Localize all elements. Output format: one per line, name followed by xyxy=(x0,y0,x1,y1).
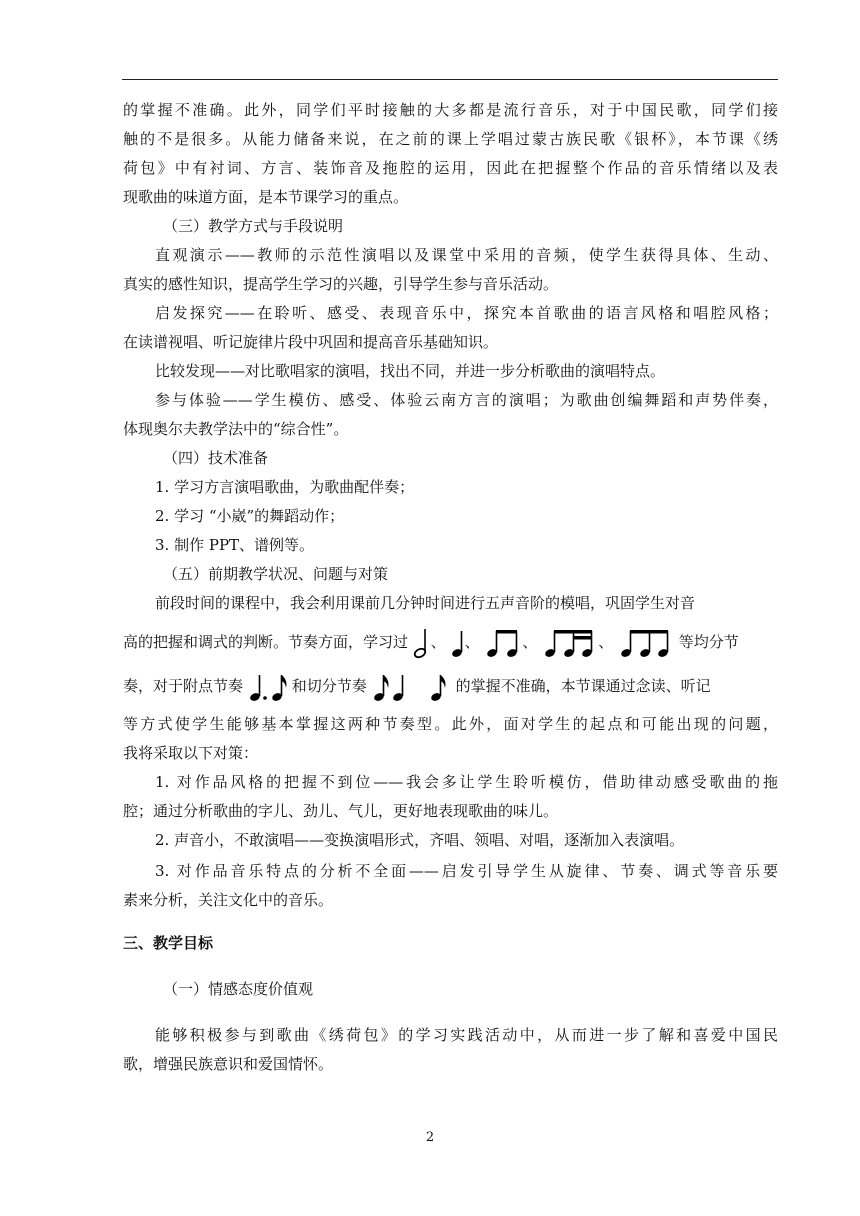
two-eighth-notes-icon xyxy=(484,626,522,660)
paragraph-line: 歌，增强民族意识和爱国情怀。 xyxy=(123,1055,334,1073)
header-rule xyxy=(122,79,778,80)
text-run: 的掌握不准确，本节课通过念读、听记 xyxy=(455,677,711,695)
quarter-note-icon xyxy=(451,626,465,660)
paragraph-line: 的掌握不准确。此外，同学们平时接触的大多都是流行音乐，对于中国民歌，同学们接 xyxy=(123,101,778,119)
text-run: 高的把握和调式的判断。节奏方面，学习过 xyxy=(123,633,409,651)
paragraph-line-with-rhythms xyxy=(123,666,778,706)
subsection-heading: （三）教学方式与手段说明 xyxy=(163,217,344,235)
paragraph-line: 我将采取以下对策： xyxy=(123,744,259,762)
paragraph-line: 在读谱视唱、听记旋律片段中巩固和提高音乐基础知识。 xyxy=(123,333,499,351)
list-item: 1. 学习方言演唱歌曲，为歌曲配伴奏； xyxy=(155,478,415,496)
list-item: 1. 对作品风格的把握不到位——我会多让学生聆听模仿，借助律动感受歌曲的拖 xyxy=(155,773,778,791)
paragraph-line: 等方式使学生能够基本掌握这两种节奏型。此外，面对学生的起点和可能出现的问题， xyxy=(123,715,778,733)
paragraph-line: 直观演示——教师的示范性演唱以及课堂中采用的音频，使学生获得具体、生动、 xyxy=(155,246,778,264)
text-run: 奏，对于附点节奏 xyxy=(123,677,244,695)
separator: 、 xyxy=(598,633,614,651)
paragraph-line: 荷包》中有衬词、方言、装饰音及拖腔的运用，因此在把握整个作品的音乐情绪以及表 xyxy=(123,159,778,177)
paragraph-line: 前段时间的课程中，我会利用课前几分钟时间进行五声音阶的模唱，巩固学生对音 xyxy=(155,594,696,612)
list-item: 3. 对作品音乐特点的分析不全面——启发引导学生从旋律、节奏、调式等音乐要 xyxy=(155,862,778,880)
paragraph-line: 能够积极参与到歌曲《绣荷包》的学习实践活动中，从而进一步了解和喜爱中国民 xyxy=(155,1026,778,1044)
list-item: 2. 学习 “小崴”的舞蹈动作； xyxy=(155,507,345,525)
paragraph-line: 体现奥尔夫教学法中的“综合性”。 xyxy=(123,420,349,438)
paragraph-line: 比较发现——对比歌唱家的演唱，找出不同，并进一步分析歌曲的演唱特点。 xyxy=(155,362,666,380)
separator: 、 xyxy=(464,633,480,651)
separator: 、 xyxy=(522,633,538,651)
dotted-rhythm-icon xyxy=(248,670,292,704)
separator: 、 xyxy=(430,633,446,651)
three-eighth-notes-icon xyxy=(618,626,674,660)
list-item: 3. 制作 PPT、谱例等。 xyxy=(155,536,315,554)
subsection-heading: （五）前期教学状况、问题与对策 xyxy=(163,565,389,583)
syncopation-icon xyxy=(372,670,456,704)
paragraph-line: 现歌曲的味道方面，是本节课学习的重点。 xyxy=(123,188,409,206)
subsection-heading: （一）情感态度价值观 xyxy=(163,980,314,998)
paragraph-line: 触的不是很多。从能力储备来说，在之前的课上学唱过蒙古族民歌《银杯》，本节课《绣 xyxy=(123,130,778,148)
paragraph-line: 素来分析，关注文化中的音乐。 xyxy=(123,891,334,909)
paragraph-line: 启发探究——在聆听、感受、表现音乐中，探究本首歌曲的语言风格和唱腔风格； xyxy=(155,304,778,322)
page-number: 2 xyxy=(425,1130,435,1145)
text-run: 和切分节奏 xyxy=(291,677,367,695)
half-note-icon xyxy=(413,626,431,660)
paragraph-line: 腔；通过分析歌曲的字儿、劲儿、气儿，更好地表现歌曲的味儿。 xyxy=(123,802,559,820)
section-heading: 三、教学目标 xyxy=(123,934,214,952)
paragraph-line-with-rhythms xyxy=(123,622,778,662)
paragraph-line: 参与体验——学生模仿、感受、体验云南方言的演唱；为歌曲创编舞蹈和声势伴奏， xyxy=(155,391,778,409)
eighth-two-sixteenth-icon xyxy=(542,626,598,660)
text-run: 等均分节 xyxy=(678,633,739,651)
list-item: 2. 声音小，不敢演唱——变换演唱形式，齐唱、领唱、对唱，逐渐加入表演唱。 xyxy=(155,831,685,849)
subsection-heading: （四）技术准备 xyxy=(163,449,269,467)
paragraph-line: 真实的感性知识，提高学生学习的兴趣，引导学生参与音乐活动。 xyxy=(123,275,559,293)
